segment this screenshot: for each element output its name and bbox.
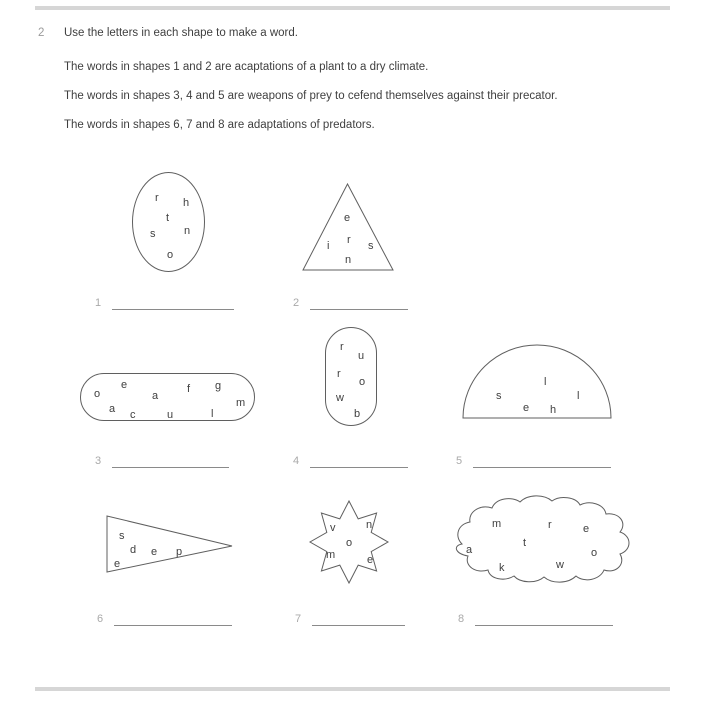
top-divider <box>35 6 670 10</box>
bottom-divider <box>35 687 670 691</box>
letter: e <box>367 554 374 566</box>
answer-5-line <box>473 455 611 468</box>
letter: f <box>187 383 191 395</box>
answer-blank-7 <box>295 612 405 626</box>
letter: m <box>492 518 502 530</box>
cloud-outline <box>448 492 634 586</box>
pennant-outline <box>105 512 235 576</box>
letter: o <box>94 388 101 400</box>
answer-1-label: 1 <box>95 297 102 309</box>
answer-blank-1 <box>95 296 234 310</box>
answer-5-label: 5 <box>456 455 463 467</box>
question-number: 2 <box>38 27 45 39</box>
letter: w <box>336 392 344 404</box>
shape-5-semicircle <box>462 344 612 419</box>
letter: n <box>366 519 373 531</box>
letter: a <box>152 390 159 402</box>
answer-3-line <box>112 455 229 468</box>
letter: r <box>340 341 344 353</box>
letter: t <box>166 212 170 224</box>
letter: s <box>368 240 374 252</box>
letter: b <box>354 408 361 420</box>
letter: r <box>347 234 351 246</box>
letter: h <box>183 197 190 209</box>
answer-4-line <box>310 455 408 468</box>
answer-4-label: 4 <box>293 455 300 467</box>
hint-paragraph-2: The words in shapes 3, 4 and 5 are weapons of prey to cefend themselves against their precator. <box>64 90 558 102</box>
letter: r <box>155 192 159 204</box>
letter: l <box>544 376 547 388</box>
shape-4-capsule <box>325 327 377 426</box>
letter: g <box>215 380 222 392</box>
letter: o <box>167 249 174 261</box>
answer-blank-2 <box>293 296 408 310</box>
letter: a <box>466 544 473 556</box>
letter: h <box>550 404 557 416</box>
letter: d <box>130 544 137 556</box>
question-instruction: Use the letters in each shape to make a word. <box>64 27 298 39</box>
letter: e <box>583 523 590 535</box>
shape-1-oval <box>132 172 205 272</box>
letter: o <box>346 537 353 549</box>
letter: s <box>119 530 125 542</box>
answer-7-label: 7 <box>295 613 302 625</box>
letter: m <box>236 397 246 409</box>
answer-2-line <box>310 297 408 310</box>
letter: v <box>330 522 336 534</box>
letter: c <box>130 409 136 421</box>
letter: e <box>114 558 121 570</box>
letter: u <box>167 409 174 421</box>
letter: o <box>591 547 598 559</box>
answer-8-line <box>475 613 613 626</box>
answer-blank-3 <box>95 454 229 468</box>
letter: n <box>345 254 352 266</box>
hint-paragraph-1: The words in shapes 1 and 2 are acaptations of a plant to a dry climate. <box>64 61 429 73</box>
letter: e <box>121 379 128 391</box>
letter: n <box>184 225 191 237</box>
letter: s <box>496 390 502 402</box>
letter: w <box>556 559 564 571</box>
letter: l <box>211 408 214 420</box>
letter: p <box>176 546 183 558</box>
answer-blank-8 <box>458 612 613 626</box>
letter: e <box>523 402 530 414</box>
letter: r <box>548 519 552 531</box>
shape-6-pennant <box>105 512 235 576</box>
shape-2-triangle <box>300 181 396 273</box>
shape-7-star <box>308 499 390 585</box>
answer-6-label: 6 <box>97 613 104 625</box>
semicircle-outline <box>462 344 612 419</box>
answer-7-line <box>312 613 405 626</box>
letter: e <box>151 546 158 558</box>
shape-3-pill <box>80 373 255 421</box>
letter: s <box>150 228 156 240</box>
shape-8-cloud <box>448 492 634 586</box>
answer-blank-6 <box>97 612 232 626</box>
answer-6-line <box>114 613 232 626</box>
letter: m <box>326 549 336 561</box>
answer-1-line <box>112 297 234 310</box>
letter: i <box>327 240 330 252</box>
letter: k <box>499 562 505 574</box>
answer-3-label: 3 <box>95 455 102 467</box>
hint-paragraph-3: The words in shapes 6, 7 and 8 are adaptations of predators. <box>64 119 375 131</box>
capsule-outline <box>325 327 377 426</box>
letter: l <box>577 390 580 402</box>
answer-2-label: 2 <box>293 297 300 309</box>
answer-8-label: 8 <box>458 613 465 625</box>
answer-blank-4 <box>293 454 408 468</box>
letter: u <box>358 350 365 362</box>
letter: r <box>337 368 341 380</box>
letter: a <box>109 403 116 415</box>
letter: t <box>523 537 527 549</box>
answer-blank-5 <box>456 454 611 468</box>
letter: o <box>359 376 366 388</box>
letter: e <box>344 212 351 224</box>
